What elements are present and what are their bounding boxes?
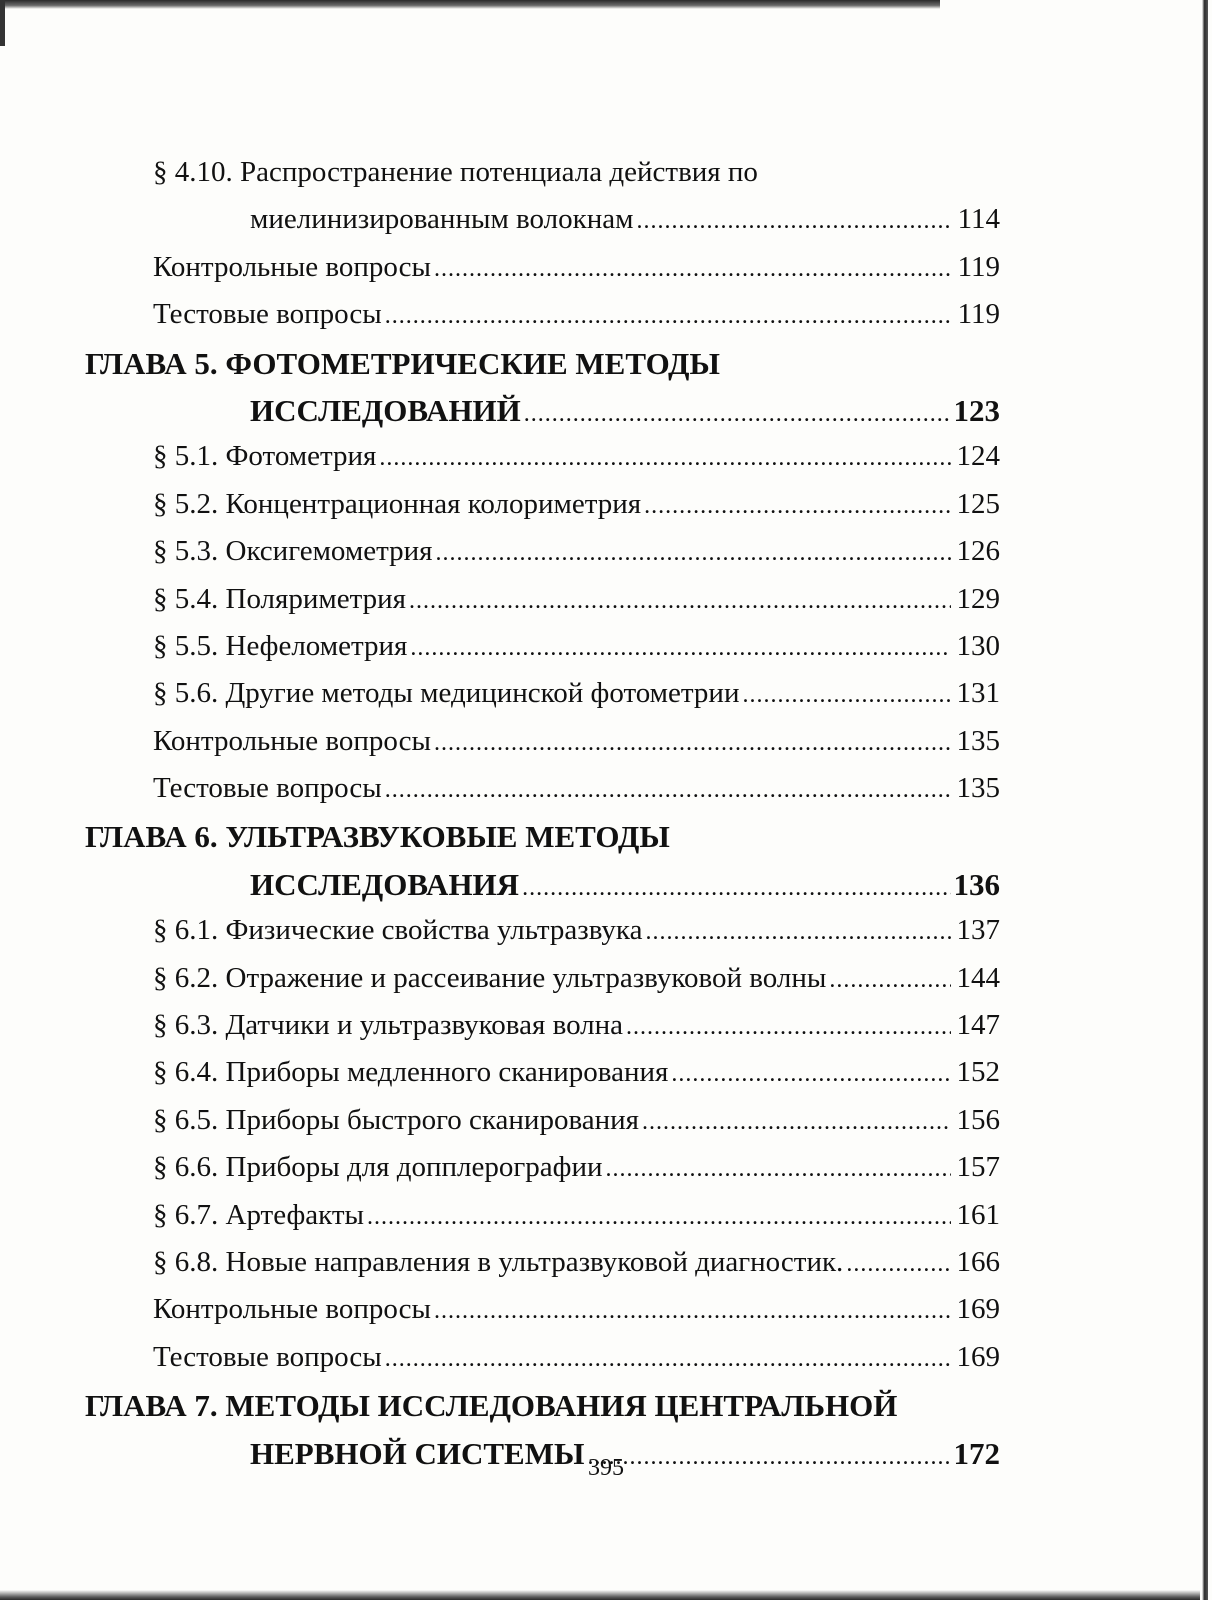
leader-dots: [409, 583, 951, 616]
toc-entry-page: 119: [957, 250, 1000, 283]
toc-entry: [85, 529, 1000, 576]
leader-dots: [644, 488, 951, 521]
toc-entry-title: ИССЛЕДОВАНИЙ: [250, 392, 521, 428]
toc-entry-page: 114: [957, 203, 1000, 236]
toc-entry-title: ГЛАВА 6. УЛЬТРАЗВУКОВЫЕ МЕТОДЫ: [85, 819, 670, 855]
toc-entry-page: 136: [953, 866, 1000, 902]
leader-dots: [385, 298, 951, 331]
toc-entry: [85, 1003, 1000, 1050]
toc-entry-page: 172: [953, 1435, 1000, 1471]
toc-entry-title: § 5.1. Фотометрия: [153, 440, 377, 473]
toc-entry: [85, 197, 1000, 244]
toc-entry-page: 129: [956, 582, 1000, 615]
toc-entry-title: НЕРВНОЙ СИСТЕМЫ: [250, 1435, 585, 1471]
toc-entry: [85, 577, 1000, 624]
toc-entry-page: 157: [956, 1151, 1000, 1184]
toc-entry: [85, 1335, 1000, 1382]
toc-entry-page: 130: [956, 629, 1000, 662]
toc-entry-page: 152: [956, 1056, 1000, 1089]
chapter-entry: [85, 861, 1000, 908]
toc-entry-page: 137: [956, 914, 1000, 947]
toc-entry-title: Тестовые вопросы: [153, 772, 382, 805]
leader-dots: [379, 440, 951, 473]
toc-entry: [85, 1193, 1000, 1240]
page-number: 395: [588, 1455, 624, 1481]
chapter-entry: [85, 813, 1000, 860]
toc-entry-title: Контрольные вопросы: [153, 1293, 431, 1326]
leader-dots: [434, 251, 951, 284]
toc-entry-page: 169: [956, 1293, 1000, 1326]
toc-entry-title: § 6.8. Новые направления в ультразвуковой диагностик.: [153, 1245, 844, 1278]
toc-entry-page: 169: [956, 1340, 1000, 1373]
leader-dots: [410, 630, 951, 663]
chapter-entry: [85, 340, 1000, 387]
toc-entry-page: 144: [956, 961, 1000, 994]
toc-entry-page: 124: [956, 440, 1000, 473]
toc-entry: [85, 292, 1000, 339]
toc-entry-title: Контрольные вопросы: [153, 250, 431, 283]
toc-entry: [85, 150, 1000, 197]
toc-entry: [85, 908, 1000, 955]
toc-entry: [85, 624, 1000, 671]
toc-entry-page: 156: [956, 1103, 1000, 1136]
leader-dots: [367, 1199, 951, 1232]
leader-dots: [385, 1341, 951, 1374]
leader-dots: [434, 1293, 951, 1326]
toc-entry-title: § 5.5. Нефелометрия: [153, 629, 408, 662]
toc-entry: [85, 671, 1000, 718]
toc-entry-page: 166: [956, 1245, 1000, 1278]
leader-dots: [524, 393, 951, 429]
toc-entry-title: ГЛАВА 7. МЕТОДЫ ИССЛЕДОВАНИЯ ЦЕНТРАЛЬНОЙ: [85, 1388, 898, 1424]
toc-entry-title: ГЛАВА 5. ФОТОМЕТРИЧЕСКИЕ МЕТОДЫ: [85, 345, 720, 381]
leader-dots: [626, 1009, 951, 1042]
leader-dots: [829, 962, 951, 995]
leader-dots: [645, 914, 951, 947]
toc-entry-title: § 5.2. Концентрационная колориметрия: [153, 487, 642, 520]
toc-entry: [85, 766, 1000, 813]
toc-entry: [85, 1098, 1000, 1145]
table-of-contents: [85, 150, 1000, 1477]
leader-dots: [436, 535, 952, 568]
toc-entry-page: 147: [956, 1009, 1000, 1042]
toc-entry-title: Контрольные вопросы: [153, 724, 431, 757]
toc-entry-title: ИССЛЕДОВАНИЯ: [250, 866, 520, 902]
toc-entry: [85, 1145, 1000, 1192]
toc-entry-page: 135: [956, 724, 1000, 757]
leader-dots: [385, 772, 951, 805]
toc-entry: [85, 1050, 1000, 1097]
toc-entry-page: 126: [956, 535, 1000, 568]
toc-entry: [85, 434, 1000, 481]
toc-entry-title: § 6.5. Приборы быстрого сканирования: [153, 1103, 640, 1136]
leader-dots: [846, 1246, 951, 1279]
toc-entry: [85, 1287, 1000, 1334]
toc-entry-title: § 6.6. Приборы для допплерографии: [153, 1151, 603, 1184]
toc-entry-title: Тестовые вопросы: [153, 1340, 382, 1373]
toc-entry: [85, 1240, 1000, 1287]
toc-entry-title: § 6.7. Артефакты: [153, 1198, 364, 1231]
toc-entry: [85, 956, 1000, 1003]
toc-entry-title: § 6.1. Физические свойства ультразвука: [153, 914, 643, 947]
scan-edge-left: [0, 0, 5, 46]
toc-entry-page: 123: [953, 392, 1000, 428]
toc-entry-title: § 6.4. Приборы медленного сканирования: [153, 1056, 669, 1089]
scan-edge-top: [0, 0, 940, 9]
leader-dots: [522, 867, 950, 903]
toc-entry-page: 131: [956, 677, 1000, 710]
leader-dots: [642, 1104, 951, 1137]
toc-entry: [85, 245, 1000, 292]
leader-dots: [671, 1056, 951, 1089]
leader-dots: [636, 203, 951, 236]
toc-entry-title: § 5.3. Оксигемометрия: [153, 535, 433, 568]
toc-entry-title: миелинизированным волокнам: [250, 203, 634, 236]
leader-dots: [606, 1151, 952, 1184]
toc-entry-page: 125: [956, 487, 1000, 520]
leader-dots: [742, 677, 951, 710]
toc-entry-title: § 5.6. Другие методы медицинской фотометрии: [153, 677, 740, 710]
toc-entry: [85, 482, 1000, 529]
leader-dots: [434, 725, 951, 758]
toc-entry-title: § 6.2. Отражение и рассеивание ультразвуковой волны: [153, 961, 827, 994]
toc-entry-page: 161: [956, 1198, 1000, 1231]
toc-entry-title: § 6.3. Датчики и ультразвуковая волна: [153, 1009, 624, 1042]
scan-edge-right: [1202, 0, 1208, 1600]
toc-entry-title: Тестовые вопросы: [153, 298, 382, 331]
toc-entry-page: 135: [956, 772, 1000, 805]
toc-entry: [85, 719, 1000, 766]
toc-entry-title: § 4.10. Распространение потенциала действия по: [153, 156, 758, 188]
chapter-entry: [85, 387, 1000, 434]
chapter-entry: [85, 1382, 1000, 1429]
toc-entry-title: § 5.4. Поляриметрия: [153, 582, 406, 615]
toc-entry-page: 119: [957, 298, 1000, 331]
scan-edge-bottom: [0, 1590, 1200, 1600]
